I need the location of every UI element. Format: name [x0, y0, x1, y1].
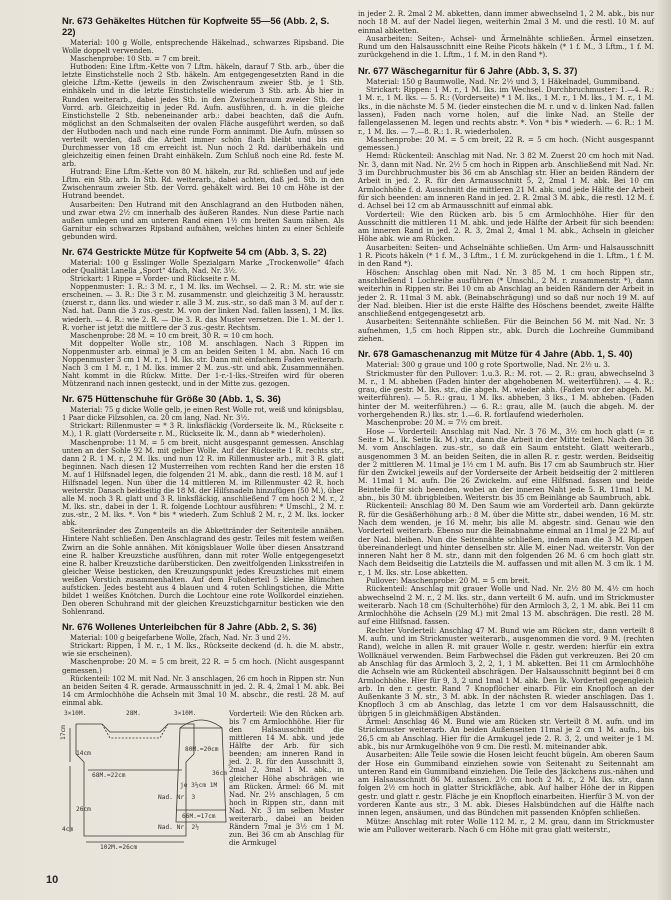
- section-676: [62, 621, 344, 850]
- paragraph: Maschenprobe: 28 M. = 10 cm breit, 30 R. = 10 cm hoch.: [70, 331, 274, 340]
- paragraph: Material: 75 g dicke Wolle gelb, je einen Rest Wolle rot, weiß und königsblau, 1 Paar dicke Filzsohlen, ca. 20 cm lang, Nad. Nr. 3½.: [62, 406, 344, 423]
- section-title: Nr. 673 Gehäkeltes Hütchen für Kopfweite 55—56 (Abb. 2, S. 22): [62, 15, 330, 37]
- paragraph: Material: 100 g beigefarbene Wolle, 2fach, Nad. Nr. 3 und 2½.: [70, 634, 291, 643]
- page-spine-shadow: [657, 0, 671, 900]
- diagram-label: 3×10M.: [64, 709, 87, 717]
- paragraph: Ausarbeiten: Seitennähte schließen. Für die Beinchen 56 M. mit Nad. Nr. 3 aufnehmen, 1,5 cm hoch Rippen str., abk. Durch die Lochreihe Gummiband ziehen.: [358, 317, 654, 343]
- diagram-label: 66M.=17cm: [182, 812, 216, 820]
- paragraph: Vorderteil: Wie den Rücken arb. bis 5 cm Armlochhöhe. Hier für den Ausschnitt die mittleren 11 M. abk. und jede Hälfte der Arbeit für sich beenden: am inneren Rand in jed. 2. R. 3, 2mal 2, 4mal 1 M. abk., Achseln in gleicher Höhe abk. wie am Rücken.: [358, 209, 654, 244]
- diagram-label: Nad. Nr. 3: [158, 793, 196, 801]
- paragraph: Rechter Vorderteil: Anschlag 47 M. Bund wie am Rücken str., dann verteilt 8 M. aufn. und im Strickmuster weiterarb., ausgenommen die vord. 9 M. (rechten Rand), welche in allen R. mit grauer Wolle r. gestr. werden: hierfür ein extra Wollknäuel verwenden. Beim Farbwechsel die Fäden gut verkreuzen. Bei 20 cm ab Anschlag für das Armloch 3, 2, 2, 1, 1 M. abketten. Bei 11 cm Armlochhöhe die Achseln wie am Rückenteil abschrägen. Der Halsausschnitt beginnt bei 8 cm Armlochhöhe. Hier für 9, 3, 2 und 1mal 1 M. abk. Den lk. Vorderteil gegengleich arb. In den r. gestr. Rand 7 Knopflöcher einarb. Für ein Knopfloch an der Außenkante 3 M. str., 3 M. abk. In der nächsten R. wieder anschlagen. Das 1. Knopfloch 3 cm ab Anschlag, das letzte 1 cm vor dem Halsausschnitt, die übrigen 5 in gleichmäßigen Abständen.: [358, 625, 654, 718]
- paragraph: Mütze: Anschlag mit roter Wolle 112 M. r., 2 M. grau, dann im Strickmuster wie am Pullover weiterarb. Nach 6 cm Höhe mit grau glatt weiterstr.,: [358, 816, 654, 834]
- pattern-diagram: [62, 710, 344, 850]
- paragraph: Strickart: 1 Rippe = Vorder- und Rückseite r. M.: [70, 275, 241, 284]
- paragraph: Strickmuster für den Pullover: 1.u.3. R.: M. rot. — 2. R.: grau, abwechselnd 3 M. r., 1 M. abheben (Faden hinter der abgehobenen M. weiterführen). — 4. R.: grau, die gestr. M. lks. str., die abgeh. M. wieder abh. (Faden vor der abgeh. M. weiterführen). — 5. R.: grau, 1 M. lks. abheben, 3 lks., 1 M. abheben. (Faden hinter der M. weiterführen.) — 6. R.: grau, alle M. (auch die abgeh. M. der vorhergehenden R.) lks. str. 1.—6. R. fortlaufend wiederholen.: [358, 368, 654, 420]
- left-column: [62, 10, 344, 850]
- paragraph: Material: 100 g Esslinger Wolle Spezialgarn Marke „Trockenwolle“ 4fach oder Qualität Lanella „Sport“ 4fach, Nad. Nr. 3½.: [62, 258, 344, 276]
- paragraph: in jeder 2. R. 2mal 2 M. abketten, dann immer abwechselnd 1, 2 M. abk., bis nur noch 18 M. auf der Nadel liegen, weiterhin 2mal 3 M. und die restl. 10 M. auf einmal abketten.: [358, 9, 654, 35]
- diagram-label: 3×10M.: [174, 709, 197, 717]
- section-676-continued: [358, 10, 654, 60]
- diagram-label: Nad. Nr. 2½: [158, 823, 199, 831]
- diagram-label: 28M.: [126, 709, 141, 717]
- diagram-label: je 3½cm 1M: [180, 781, 218, 789]
- diagram-label: 102M.=26cm: [100, 843, 138, 851]
- diagram-label: 80M.=20cm: [185, 745, 219, 753]
- section-title: Nr. 678 Gamaschenanzug mit Mütze für 4 Jahre (Abb. 1, S. 40): [358, 348, 633, 360]
- section-674: [62, 246, 344, 388]
- diagram-label: 68M.=22cm: [92, 771, 126, 779]
- side-text: Vorderteil: Wie den Rücken arb. bis 7 cm Armlochhöhe. Hier für den Halsausschnitt die mittleren 14 M. abk. und jede Hälfte der Arb. für sich beenden; am inneren Rand in jed. 2. R. für den Ausschnitt 3, 2mal 2, 3mal 1 M. abk., in gleicher Höhe abschrägen wie am Rücken. Ärmel: 66 M. mit Nad. Nr. 2½ anschlagen, 5 cm hoch in Rippen str., dann mit Nad. Nr. 3 im selben Muster weiterarb., dabei an beiden Rändern 7mal je 3½ cm 1 M. zun. Bei 36 cm ab Anschlag für die Armkugel: [229, 709, 344, 848]
- paragraph: Seitenränder des Zungenteils an die Abkettränder der Seitenteile annähen. Hintere Naht schließen. Den Anschlagrand des gestr. Teiles mit festem weißen Zwirn an die Sohle annähen. Mit königsblauer Wolle über diesen Ansatzrand eine R. halber Kreuzstiche ausführen, dann mit roter Wolle entgegengesetzt eine R. halber Kreuzstiche darübersticken. Den zweitfolgenden Linksstreifen in gleicher Weise besticken, den Kreuzungspunkt jedes Kreuzstiches mit einem weißen Vorstich zusammenhalten. Auf dem Fußoberteil 5 kleine Blümchen aufsticken. Jedes besteht aus 4 blauen und 4 roten Schlingstichen, die Mitte bildet 1 weißes Knötchen. Durch die Lochtour eine rote Wollkordel einziehen. Den oberen Schuhrand mit der gleichen Kreuzstichgarnitur besticken wie den Sohlenrand.: [62, 527, 344, 617]
- section-673: [62, 15, 344, 241]
- paragraph: Rückenteil: Anschlag 80 M. Den Saum wie am Vorderteil arb. Dann gekürzte R. für die Gesäßerhöhung arb.: 8 M. über die Mitte str., dabei wenden, 16 M. str. Nach dem wenden, je 16 M. mehr, bis alle M. abgestr. sind. Genau wie den Vorderteil weiterarb. Ebenso nur die Beinabnahme einmal an 11mal je 22 M. auf der Nad. bleiben. Nun die Seitennähte schließen, indem man die 3 M. Rippen übereinanderlegt und hinter denselben str. Alle M. einer Nad. weiterstr. Von der inneren Naht her 8 M. str., dann mit den folgenden 26 M. 6 cm hoch glatt str. Nach dem Beidseitig die Latzteils die M. auffassen und mit allen M. 3 cm lk. 1 M. r., 1 M. lks. str. Lose abketten.: [358, 501, 654, 577]
- paragraph: Pullover: Maschenprobe: 20 M. = 5 cm breit.: [366, 576, 530, 585]
- paragraph: Hemd: Rückenteil: Anschlag mit Nad. Nr. 3 82 M. Zuerst 20 cm hoch mit Nad. Nr. 3, dann mit Nad. Nr. 2½ 5 cm hoch in Rippen arb. Anschließend mit Nad. Nr. 3 im Durchbruchmuster bis 36 cm ab Anschlag str. Hier an beiden Rändern der Arbeit in jed. 2. R. für den Armausschnitt 5, 2, 2mal 1 M. abk. Bei 10 cm Armlochhöhe f. d. Ausschnitt die mittleren 21 M. abk. und jede Hälfte der Arbeit für sich beenden: am inneren Rand in jed. 2. R. 2mal 3 M. abk., die restl. 12 M. f. d. Achsel bei 12 cm ab Armausschnitt auf einmal abk.: [358, 151, 654, 211]
- paragraph: Mit doppelter Wolle str., 108 M. anschlagen. Nach 3 Rippen im Noppenmuster arb. einmal je 3 cm an beiden Seiten 1 M. abn. Nach 16 cm Noppenmuster 3 cm 1 M. r., 1 M. lks. str. Dann mit einfachem Faden weiterarb. Nach 3 cm 1 M. r., 1 M. lks. immer 2 M. zus.-str. und abk. Zusammennähen. Naht kommt in die Rückw. Mitte. Der 1-r.-1-lks.-Streifen wird für oberen Mützenrand nach innen gesteckt, und in der Mitte zus. gezogen.: [62, 339, 344, 389]
- diagram-label: 4cm: [62, 825, 74, 833]
- paragraph: Material: 300 g graue und 100 g rote Sportwolle, Nad. Nr. 2½ u. 3.: [366, 360, 611, 370]
- diagram-label: 36cm: [212, 769, 227, 777]
- paragraph: Strickart: Rippen, 1 M. r., 1 M. lks., Rückseite deckend (d. h. die M. abstr., wie sie erscheinen).: [62, 642, 344, 659]
- paragraph: Ausarbeiten: Seiten- und Achselnähte schließen. Um Arm- und Halsausschnitt 1 R. Picots häkeln (* 1 f. M., 3 Lftm., 1 f. M. zurückgehend in die 1. Lftm., 1 f. M. in den Rand *).: [358, 242, 654, 269]
- paragraph: Maschenprobe: 10 Stb. = 7 cm breit.: [70, 55, 201, 64]
- paragraph: Material: 150 g Baumwolle, Nad. Nr. 2½ und 3, 1 Häkelnadel, Gummiband.: [366, 76, 640, 86]
- diagram-label: 26cm: [76, 805, 91, 813]
- section-675: [62, 393, 344, 616]
- paragraph: Maschenprobe: 11 M. = 5 cm breit, nicht ausgespannt gemessen. Anschlag unten an der Sohle 92 M. mit gelber Wolle. Auf der Rückseite 1 R. rechts str., dann 2 R. 1 M. r., 2 M. lks. und nun 12 R. im Rillenmuster arb., mit 3 R. glatt beginnen. Nach diesen 12 Musterreihen vom rechten Rand her die ersten 18 M. auf 1 Hilfsnadel legen, die folgenden 21 M. abk., dann die restl. 18 M. auf 1 Hilfsnadel legen. Nun über die 14 mittleren M. im Rillenmuster 42 R. hoch weiterstr. Danach beidseitig die 18 M. der Hilfsnadeln hinzufügen (50 M.), über alle M. noch 3 R. glatt und 3 R. linksfläckig, anschließend 7 cm hoch 2 M. r., 2 M. lks. str., dabei in der 1. R. folgende Lochtour ausführen: * Umschl., 2 M. r. zus.-str., 2 M. lks. *. Von * bis * wiederh. Zum Schluß 2 M. r., 2 M. lks. locker abk.: [62, 438, 344, 528]
- paragraph: Maschenprobe: 20 M. = 5 cm breit, 22 R. = 5 cm hoch. (Nicht ausgespannt gemessen.): [62, 658, 344, 675]
- paragraph: Ausarbeiten: Alle Teile sowie die Hosen leicht feucht bügeln. Am oberen Saum der Hose ein Gummiband einziehen sowie von Seitenaht zu Seitennaht am unteren Rand ein Gummiband einziehen. Die Teile des Jäckchens zus.-nähen und am Halsausschnitt 86 M. aufassen. 2½ cm hoch 2 M. r., 2 M. lks. str., dann folgen 2½ cm hoch in glatter Strickfläche, abk. Auf halber Höhe der in Rippen gestr. und glatt r. gestr. Fläche je ein Knopfloch einarbeiten. Hierfür 3 M. von der vorderen Kante aus str., 3 M. abk. Dieses Halsbündchen auf die Hälfte nach innen legen, ansäumen, und das Bündchen mit passenden Knöpfen schließen.: [358, 750, 654, 818]
- paragraph: Höschen: Anschlag oben mit Nad. Nr. 3 85 M. 1 cm hoch Rippen str., anschließend 1 Lochreihe ausführen (* Umschl., 2 M. r. zusammenstr. *), dann weiterhin in Rippen str. Bei 10 cm ab Anschlag an beiden Rändern der Arbeit in jeder 2. R. 11mal 3 M. abk. (Beinabschrägung) und so daß nur noch 19 M. auf der Nad. bleiben. Hier ist die erste Hälfte des Höschens beendet, zweite Hälfte anschließend entgegengesetzt arb.: [358, 267, 654, 319]
- section-title: Nr. 674 Gestrickte Mütze für Kopfweite 54 cm (Abb. 3, S. 22): [62, 245, 327, 257]
- diagram-label: 17cm: [60, 725, 67, 740]
- paragraph: Ärmel: Anschlag 46 M. Bund wie am Rücken str. Verteilt 8 M. aufn. und im Strickmuster weiterarb. An beiden Außenseiten 11mal je 2 cm 1 M. aufn., bis 26,5 cm ab Anschlag. Hier für die Armkugel jede 2. R. 3, 2, und weiter je 1 M. abk., bis nur Armkugelhöhe von 9 cm. Die restl. M. miteinander abk.: [358, 717, 654, 751]
- paragraph: Strickart: Rippen: 1 M. r., 1 M. lks. im Wechsel. Durchbruchmuster: 1.—4. R.: 1 M. r., 1 M. lks. — 5. R.: (Vorderseite) * 1 M. lks., 1 M. r., 1 M. lks., 1 M. r., 1 M. lks., in die nächste M. 5 M. (ieder einstechen die M. r. und v. d. linken Nad. fallen lassen), Faden nach vorne holen, auf die linke Nad. an Stelle der fallengelassenen M. legen und rechts abstr. *. Von * bis * wiederh. — 6. R.: 1 M. r., 1 M. lks. — 7.—8. R.: 1. R. wiederholen.: [358, 85, 654, 136]
- paragraph: Ausarbeiten: Den Hutrand mit den Anschlagrand an den Hutboden nähen, und zwar etwa 2½ cm innerhalb des äußeren Randes. Nun diese Partie nach außen umlegen und am unteren Rand einen 1½ cm breiten Saum nähen. Als Garnitur ein schwarzes Ripsband aufnähen, welches hinten zu einer Schleife gebunden wird.: [62, 200, 344, 241]
- section-title: Nr. 677 Wäschegarnitur für 6 Jahre (Abb. 3, S. 37): [358, 64, 578, 76]
- paragraph: Hutrand: Eine Lftm.-Kette von 80 M. häkeln, zur Rd. schließen und auf jede Lftm. ein Stb. arb. In Stb. Rd. weiterarb., dabei achten, daß jed. Stb. in den Zwischenraum zweier Stb. der Vorrd. gehäkelt wird. Bei 10 cm Höhe ist der Hutrand beendet.: [62, 168, 344, 201]
- sleeve-cap: [180, 720, 222, 728]
- paragraph: Noppenmuster: 1. R.: 3 M. r., 1 M. lks. im Wechsel. — 2. R.: M. str. wie sie erscheinen. — 3. R.: Die 3 r. M. zusammenstr. und gleichzeitig 3 M. herausstr. (zuerst r., dann lks. und wieder r. alle 3 M. zus.-str., so daß man 3 M. auf der r. Nad. hat. Dann die 3 zus.-gestr. M. von der linken Nad. fallen lassen), 1 M. lks. wiederh. — 4. R.: wie 2. R. — Die 3. R. das Muster versetzen. Die 1. M. der 1. R. vorher ist jetzt die mittlere der 3 zus.-gestr. Rechtsm.: [62, 283, 344, 332]
- section-title: Nr. 676 Wollenes Unterleibchen für 8 Jahre (Abb. 2, S. 36): [62, 621, 317, 633]
- section-title: Nr. 675 Hüttenschuhe für Größe 30 (Abb. 1, S. 36): [62, 393, 281, 405]
- section-677: [358, 65, 654, 344]
- paragraph: Hose — Vorderteil: Anschlag mit Nad. Nr. 3 76 M., 3½ cm hoch glatt (= r. Seite r. M., lk. Seite lk. M.) str., dann die Arbeit in der Mitte teilen. Nach den 38 M. vom Anschlagen. zus.-str., so daß ein Saum entsteht. Glatt weiterarb., ausgenommen 3 M. an beiden Seiten, die in allen R. r. gestr. werden. Beidseitig der 2 mittleren M. 11mal je 1½ cm 1 M. aufn. Bis 17 cm ab Saumbruch str. Hier für den Zwickel jeweils auf der Vorderseite der Arbeit beidseitig der 2 mittleren M. 11mal 1 M. aufn. Die 26 Zwickelm. auf eine Hilfsnad. fassen und beide Beinteile für sich beenden, wobei an der inneren Naht jede 5. R. 11mal 1 M. abn., bis 30 M. übrigbleiben. Weiterstr. bis 35 cm Beinlänge ab Saumbruch, abk.: [358, 426, 654, 503]
- right-column: [358, 10, 654, 834]
- page-number: 10: [46, 874, 59, 886]
- paragraph: Strickart: Rillenmuster = * 3 R. linksfläckig (Vorderseite lk. M., Rückseite r. M.), 1 R. glatt (Vorderseite r. M., Rückseite lk. M., dann ab * wiederholen).: [62, 422, 344, 439]
- paragraph: Ausarbeiten: Seiten-, Achsel- und Ärmelnähte schließen. Ärmel einsetzen. Rund um den Halsausschnitt eine Reihe Picots häkeln (* 1 f. M., 3 Lftm., 1 f. M. zurückgehend in die 1. Lftm., 1 f. M. in den Rand *).: [358, 33, 654, 60]
- paragraph: Rückenteil: Anschlag mit grauer Wolle und Nad. Nr. 2½ 80 M. 4½ cm hoch abwechselnd 2 M. r., 2 M. lks. str., dann verteilt 6 M. aufn. und im Strickmuster weiterarb. Nach 18 cm (Schulterhöhe) für den Armloch 3, 2, 1 M. abk. Bei 11 cm Armlochhöhe die Achseln (29 M.) mit 2mal 13 M. abschrägen. Die restl. 28 M. auf eine Hilfsnad. fassen.: [358, 584, 654, 627]
- paragraph: Hutboden: Eine Lftm.-Kette von 7 Lftm. häkeln, darauf 7 Stb. arb., über die letzte Einstichstelle noch 2 Stb. häkeln. Am entgegengesetzten Rand in die gleiche Lftm.-Kette (jeweils in den Zwischenraum zweier Stb. je 1 Stb. einhäkeln und in die letzte Einstichstelle wiederum 3 Stb. arb. Ab hier in Runden weiterarb., dabei jedes Stb. in den Zwischenraum zweier Stb. der Vorrd. arb. Gleichzeitig in jeder Rd. Aufn. ausführen, d. h. in die gleiche Einstichstelle 2 Stb. nebeneinander arb.: dabei beachten, daß die Aufn. möglichst an den Schmalseiten der ovalen Fläche ausgeführt werden, so daß der Hutboden nach und nach eine runde Form annimmt. Die Aufn. müssen so verteilt werden, daß die Arbeit immer schön flach bleibt und bis ein Durchmesser von 18 cm erreicht ist. Nun noch 2 Rd. darüberhäkeln und gleichzeitig einen feinen Draht einhäkeln. Zum Schluß noch eine Rd. feste M. arb.: [62, 63, 344, 169]
- paragraph: Maschenprobe: 20 M. = 7½ cm breit.: [366, 418, 503, 428]
- diagram-label: 14cm: [76, 749, 91, 757]
- paragraph: Rückenteil: 102 M. mit Nad. Nr. 3 anschlagen, 26 cm hoch in Rippen str. Nun an beiden Seiten 4 R. gerade. Armausschnitt in jed. 2. R. 4, 2mal 1 M. abk. Bei 14 cm Armlochhöhe die Achseln mit 3mal 10 M. abschr., die restl. 28 M. auf einmal abk.: [62, 674, 344, 707]
- section-678: [358, 348, 654, 834]
- paragraph: Maschenprobe: 20 M. = 5 cm breit, 22 R. = 5 cm hoch. (Nicht ausgespannt gemessen.): [358, 134, 654, 153]
- neck-line: [102, 724, 168, 738]
- paragraph: Material: 100 g Wolle, entsprechende Häkelnad., schwarzes Ripsband. Die Wolle doppelt verwenden.: [62, 39, 344, 56]
